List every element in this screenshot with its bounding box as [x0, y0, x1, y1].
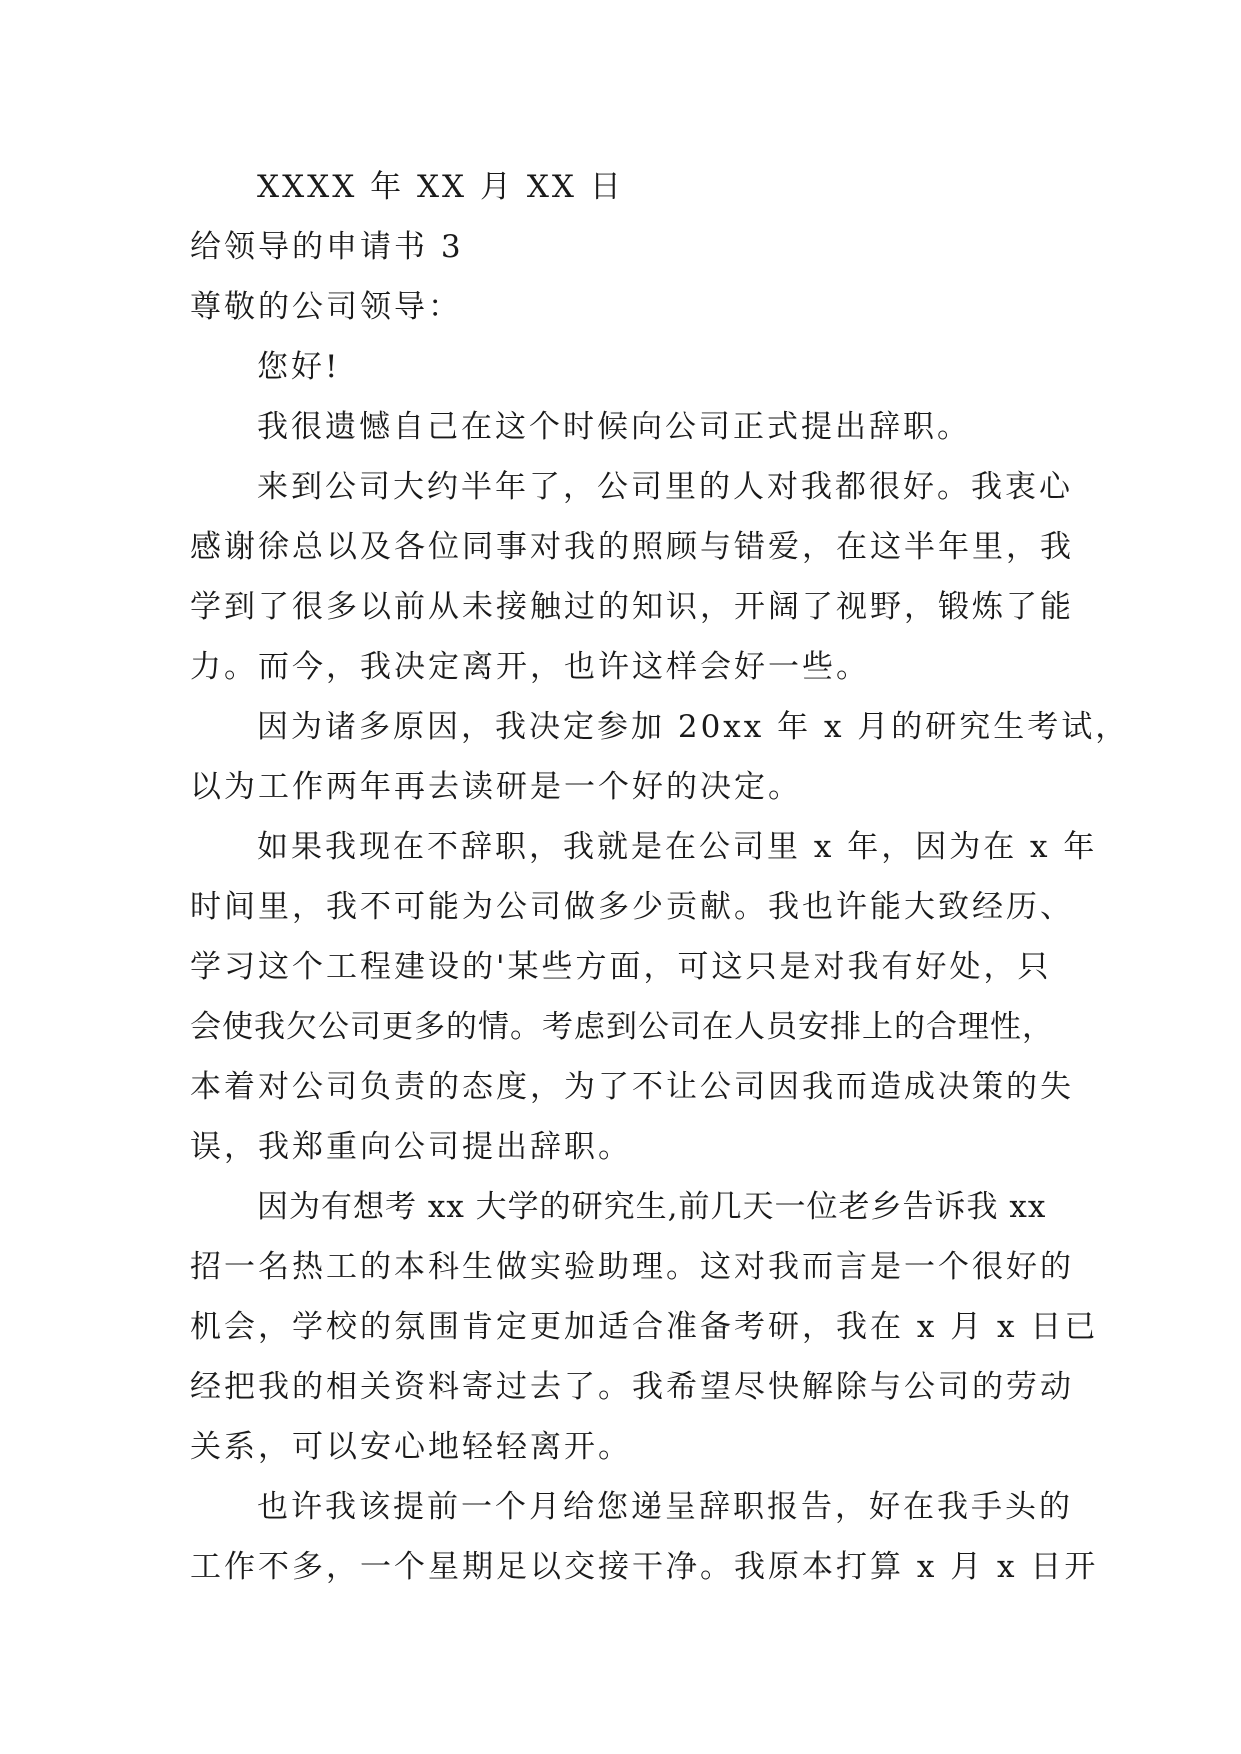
paragraph-line: 也许我该提前一个月给您递呈辞职报告，好在我手头的 — [257, 1489, 1073, 1525]
paragraph-line: 我很遗憾自己在这个时候向公司正式提出辞职。 — [257, 409, 971, 445]
paragraph-line: 力。而今，我决定离开，也许这样会好一些。 — [190, 649, 870, 685]
salutation: 尊敬的公司领导： — [190, 289, 462, 325]
paragraph-line: 误，我郑重向公司提出辞职。 — [190, 1129, 632, 1165]
date-line: XXXX 年 XX 月 XX 日 — [257, 169, 624, 205]
paragraph-line: 来到公司大约半年了，公司里的人对我都很好。我衷心 — [257, 469, 1073, 505]
paragraph-line: 因为诸多原因，我决定参加 20xx 年 x 月的研究生考试， — [257, 709, 1130, 745]
paragraph-line: 工作不多，一个星期足以交接干净。我原本打算 x 月 x 日开 — [190, 1549, 1099, 1585]
document-title: 给领导的申请书 3 — [190, 229, 464, 265]
paragraph-line: 本着对公司负责的态度，为了不让公司因我而造成决策的失 — [190, 1069, 1074, 1105]
paragraph-line: 学到了很多以前从未接触过的知识，开阔了视野，锻炼了能 — [190, 589, 1074, 625]
paragraph-line: 学习这个工程建设的'某些方面，可这只是对我有好处，只 — [190, 949, 1052, 985]
paragraph-line: 关系，可以安心地轻轻离开。 — [190, 1429, 632, 1465]
paragraph-line: 招一名热工的本科生做实验助理。这对我而言是一个很好的 — [190, 1249, 1074, 1285]
greeting: 您好! — [257, 349, 341, 385]
paragraph-line: 如果我现在不辞职，我就是在公司里 x 年，因为在 x 年 — [257, 829, 1098, 865]
paragraph-line: 会使我欠公司更多的情。考虑到公司在人员安排上的合理性， — [190, 1009, 1054, 1045]
paragraph-line: 因为有想考 xx 大学的研究生,前几天一位老乡告诉我 xx — [257, 1189, 1047, 1225]
paragraph-line: 感谢徐总以及各位同事对我的照顾与错爱，在这半年里，我 — [190, 529, 1074, 565]
paragraph-line: 时间里，我不可能为公司做多少贡献。我也许能大致经历、 — [190, 889, 1074, 925]
paragraph-line: 以为工作两年再去读研是一个好的决定。 — [190, 769, 802, 805]
paragraph-line: 经把我的相关资料寄过去了。我希望尽快解除与公司的劳动 — [190, 1369, 1074, 1405]
paragraph-line: 机会，学校的氛围肯定更加适合准备考研，我在 x 月 x 日已 — [190, 1309, 1099, 1345]
